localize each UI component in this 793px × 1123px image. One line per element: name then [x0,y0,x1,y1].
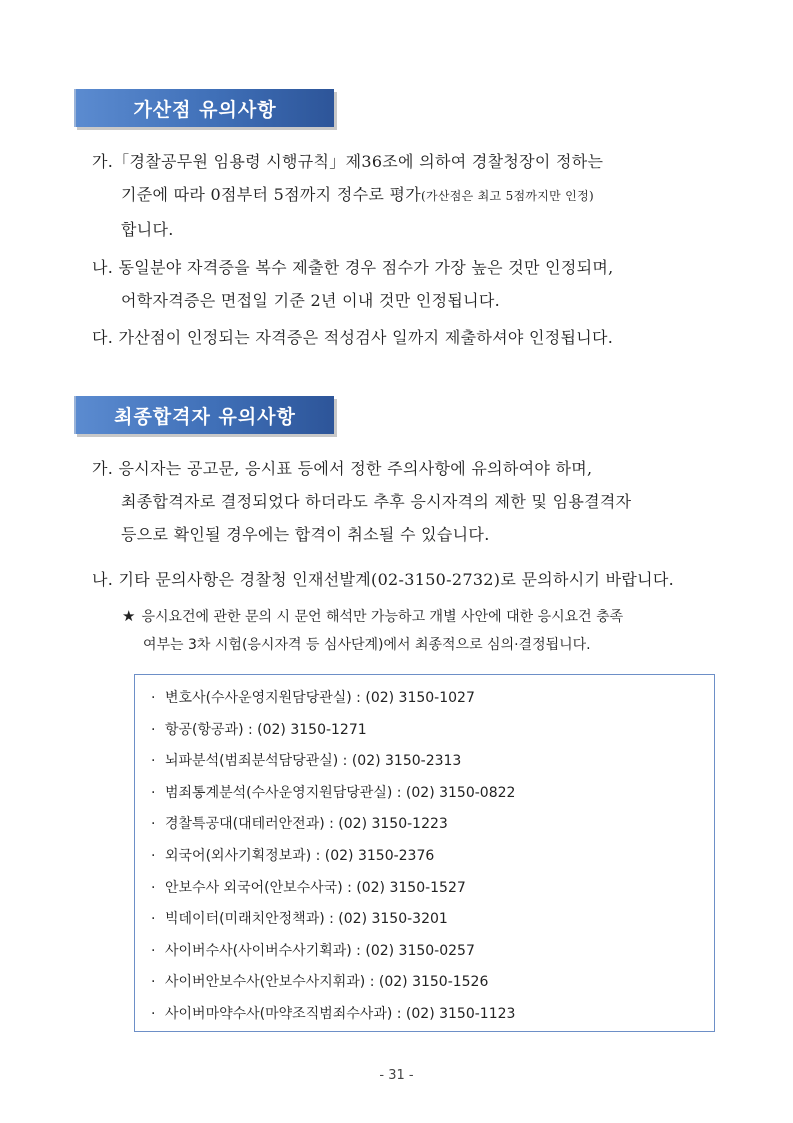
text-line: 최종합격자로 결정되었다 하더라도 추후 응시자격의 제한 및 임용결격자 [121,492,632,511]
contact-text: 항공(항공과) : (02) 3150-1271 [165,721,367,738]
bullet-icon: · [151,753,156,770]
star-icon: ★ [122,607,136,625]
text-line: 나. 기타 문의사항은 경찰청 인재선발계(02-3150-2732)로 문의하시기 바랍니다. [92,570,675,589]
contact-item [151,683,714,715]
contact-item [151,904,714,936]
contact-list-box [134,674,715,1032]
bullet-icon: · [151,911,156,928]
bonus-note: (가산점은 최고 5점까지만 인정) [421,189,594,203]
star-note [122,602,722,659]
section-header-final-pass [74,396,334,434]
bullet-icon: · [151,974,156,991]
text-line: 가. 응시자는 공고문, 응시표 등에서 정한 주의사항에 유의하여야 하며, [92,459,593,478]
contact-item [151,715,714,747]
text-fragment: 응시요건에 관한 문의 시 문언 해석만 가능하고 개별 사안에 대한 응시요건 충족 [141,609,624,625]
text-fragment: 기준에 따라 0점부터 5점까지 정수로 평가 [121,185,421,204]
text-line: 다. 가산점이 인정되는 자격증은 적성검사 일까지 제출하셔야 인정됩니다. [92,328,614,347]
contact-text: 사이버마약수사(마약조직범죄수사과) : (02) 3150-1123 [165,1005,516,1022]
bullet-icon: · [151,1005,156,1022]
bullet-icon: · [151,879,156,896]
bonus-item-da [92,321,722,354]
contact-text: 뇌파분석(범죄분석담당관실) : (02) 3150-2313 [165,753,462,770]
text-line: 어학자격증은 면접일 기준 2년 이내 것만 인정됩니다. [121,291,501,310]
contact-text: 빅데이터(미래치안정책과) : (02) 3150-3201 [165,911,448,928]
bullet-icon: · [151,721,156,738]
contact-item [151,746,714,778]
bullet-icon: · [151,784,156,801]
final-item-na [92,563,722,596]
contact-item [151,967,714,999]
text-line: 나. 동일분야 자격증을 복수 제출한 경우 점수가 가장 높은 것만 인정되며, [92,258,614,277]
page-number: - 31 - [379,1068,414,1083]
contact-text: 사이버수사(사이버수사기획과) : (02) 3150-0257 [165,942,475,959]
contact-item [151,936,714,968]
section-header-bonus-points [74,89,334,127]
contact-text: 범죄통계분석(수사운영지원담당관실) : (02) 3150-0822 [165,784,516,801]
bullet-icon: · [151,847,156,864]
final-item-ga [92,452,722,551]
bonus-item-na [92,251,722,317]
contact-text: 안보수사 외국어(안보수사국) : (02) 3150-1527 [165,879,466,896]
text-line [92,178,722,213]
text-line: 합니다. [121,220,174,239]
section-title: 가산점 유의사항 [133,98,277,121]
bullet-icon: · [151,690,156,706]
contact-item [151,999,714,1031]
text-line [122,602,722,631]
text-line: 여부는 3차 시험(응시자격 등 심사단계)에서 최종적으로 심의·결정됩니다. [143,637,591,653]
text-line: 등으로 확인될 경우에는 합격이 취소될 수 있습니다. [121,525,490,544]
contact-text: 외국어(외사기획정보과) : (02) 3150-2376 [165,847,435,864]
contact-item [151,809,714,841]
contact-text: 사이버안보수사(안보수사지휘과) : (02) 3150-1526 [165,974,489,991]
bonus-item-ga [92,145,722,246]
bullet-icon: · [151,942,156,959]
bullet-icon: · [151,816,156,833]
contact-text: 경찰특공대(대테러안전과) : (02) 3150-1223 [165,816,448,833]
contact-text: 변호사(수사운영지원담당관실) : (02) 3150-1027 [165,690,475,706]
section-title: 최종합격자 유의사항 [114,405,296,428]
contact-item [151,841,714,873]
contact-item [151,873,714,905]
contact-item [151,778,714,810]
text-line: 가.「경찰공무원 임용령 시행규칙」제36조에 의하여 경찰청장이 정하는 [92,152,604,171]
